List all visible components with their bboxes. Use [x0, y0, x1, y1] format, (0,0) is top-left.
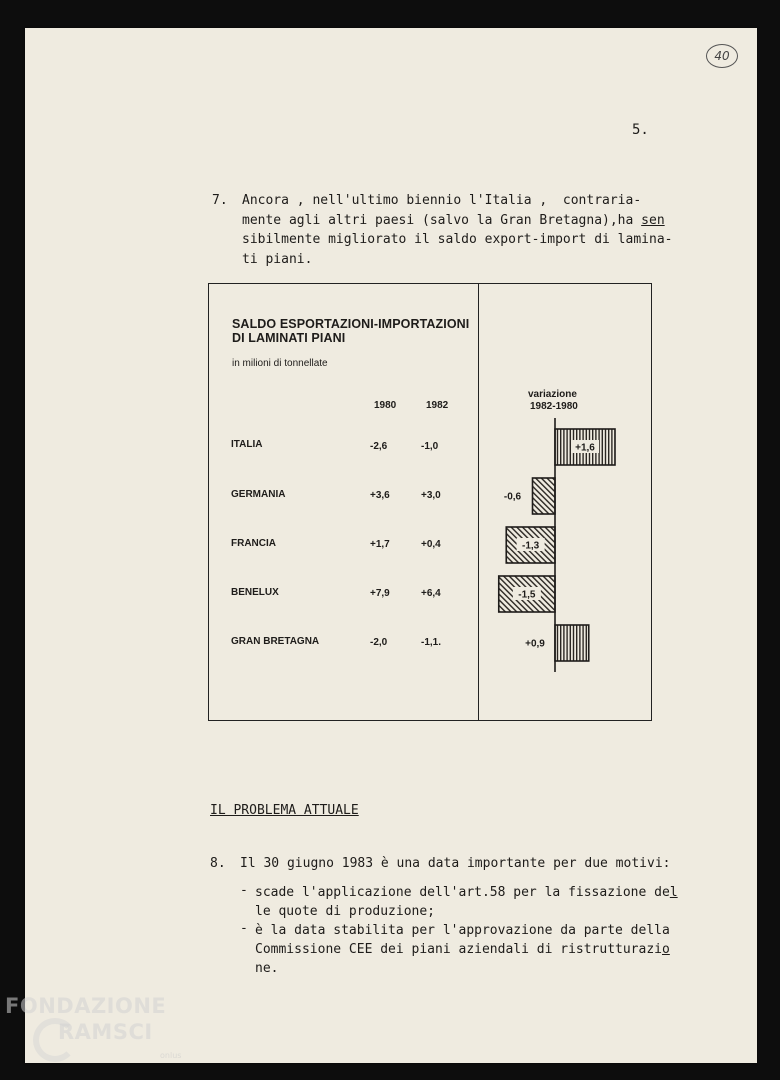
value-1982: +6,4 — [421, 588, 441, 599]
value-1982: -1,0 — [421, 441, 439, 452]
value-1980: +1,7 — [370, 539, 390, 550]
variation-value-label: -0,6 — [503, 491, 522, 503]
variation-bar — [555, 625, 589, 661]
chart-title-line: SALDO ESPORTAZIONI-IMPORTAZIONI — [232, 317, 470, 331]
value-1980: +3,6 — [370, 490, 390, 501]
variation-header: variazione — [528, 389, 577, 400]
variation-value-label: -1,5 — [518, 589, 536, 601]
variation-value-label: -1,3 — [522, 540, 540, 552]
bullet-2-line: ne. — [255, 961, 279, 976]
paragraph-7-hyphen-fragment: sen — [641, 212, 665, 228]
bullet-marker: - — [240, 921, 248, 936]
variation-value-label: +1,6 — [575, 442, 595, 454]
variation-value-label: +0,9 — [525, 638, 545, 650]
value-1980: +7,9 — [370, 588, 390, 599]
bullet-marker: - — [240, 883, 248, 898]
bullet-2-text: Commissione CEE dei piani aziendali di ristrutturazi — [255, 942, 662, 957]
bullet-1-text: scade l'applicazione dell'art.58 per la fissazione de — [255, 885, 670, 900]
bullet-2-hyphen-fragment: o — [662, 942, 670, 957]
variation-bar — [533, 478, 556, 514]
country-label: BENELUX — [231, 587, 279, 598]
bullet-1-line — [255, 883, 678, 903]
archive-reference-number: 40 — [706, 44, 738, 68]
country-label: GERMANIA — [231, 489, 286, 500]
bullet-1-line: le quote di produzione; — [255, 904, 436, 919]
bullet-2-line — [255, 940, 670, 960]
watermark-suffix: onlus — [160, 1051, 182, 1060]
paragraph-7-line: Ancora , nell'ultimo biennio l'Italia , contraria- — [242, 193, 642, 208]
value-1982: +0,4 — [421, 539, 441, 550]
paragraph-7-line: ti piani. — [242, 251, 313, 267]
value-1982: -1,1. — [421, 637, 442, 648]
watermark-line-2: RAMSCI — [58, 1020, 153, 1044]
variation-header-years: 1982-1980 — [530, 401, 578, 412]
page-number: 5. — [632, 122, 649, 138]
paragraph-8-number: 8. — [210, 856, 226, 871]
column-header-1982: 1982 — [426, 400, 449, 411]
country-label: FRANCIA — [231, 538, 276, 549]
column-header-1980: 1980 — [374, 400, 397, 411]
paragraph-7-line: sibilmente migliorato il saldo export-import di lamina- — [242, 232, 673, 247]
value-1980: -2,0 — [370, 637, 388, 648]
bullet-2-line: è la data stabilita per l'approvazione da parte della — [255, 923, 670, 938]
chart-title-line: DI LAMINATI PIANI — [232, 331, 346, 345]
paragraph-8-intro: Il 30 giugno 1983 è una data importante per due motivi: — [240, 856, 671, 871]
section-heading: IL PROBLEMA ATTUALE — [210, 803, 359, 818]
country-label: ITALIA — [231, 439, 263, 450]
watermark-line-1: FONDAZIONE — [5, 994, 167, 1018]
paragraph-7-number: 7. — [212, 193, 228, 208]
chart-subtitle: in milioni di tonnellate — [232, 358, 328, 369]
value-1982: +3,0 — [421, 490, 441, 501]
bullet-1-hyphen-fragment: l — [669, 885, 678, 900]
paragraph-7-line-text: mente agli altri paesi (salvo la Gran Bretagna),ha — [242, 212, 642, 228]
value-1980: -2,6 — [370, 441, 388, 452]
country-label: GRAN BRETAGNA — [231, 636, 320, 647]
